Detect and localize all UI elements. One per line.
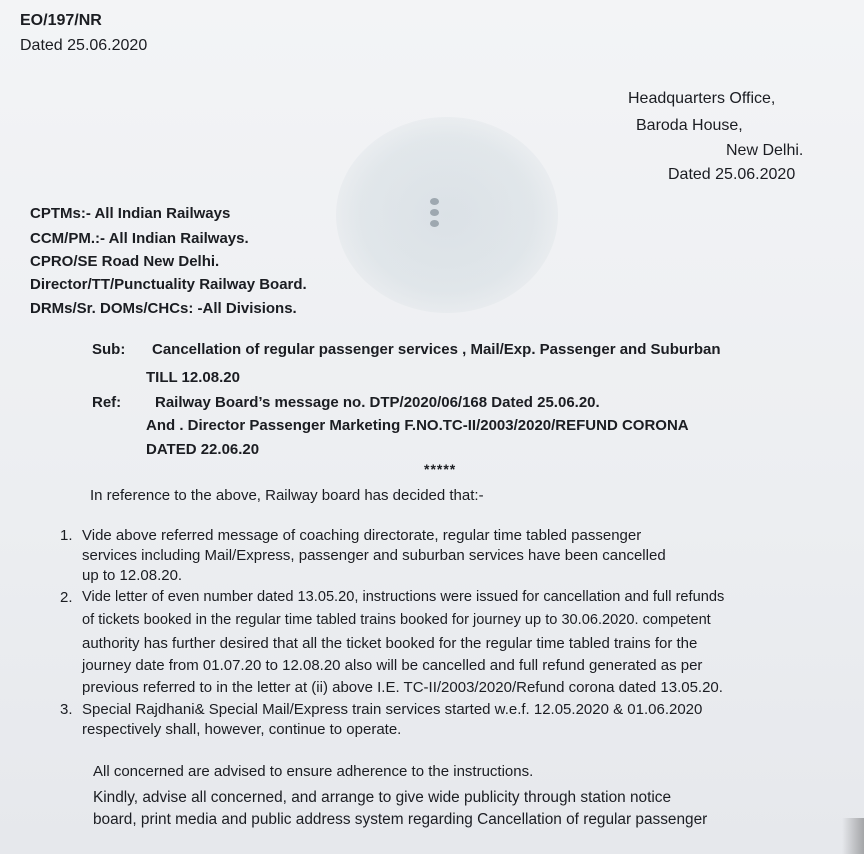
list-item-line: respectively shall, however, continue to operate.	[82, 721, 402, 738]
list-item-line: Vide above referred message of coaching directorate, regular time tabled passenger	[82, 527, 642, 544]
reference-text-date: DATED 22.06.20	[146, 441, 260, 458]
addressee-line: CCM/PM.:- All Indian Railways.	[30, 230, 249, 247]
list-item-line: previous referred to in the letter at (ii) above I.E. TC-II/2003/2020/Refund corona dated 13.05.20.	[82, 679, 723, 696]
list-item-number: 3.	[60, 701, 73, 718]
subject-label: Sub:	[92, 341, 126, 358]
office-line-2: Baroda House,	[636, 117, 743, 134]
addressee-line: CPRO/SE Road New Delhi.	[30, 253, 220, 270]
office-line-1: Headquarters Office,	[628, 90, 776, 107]
list-item-number: 2.	[60, 589, 73, 606]
reference-text: Railway Board’s message no. DTP/2020/06/168 Dated 25.06.20.	[155, 394, 600, 411]
office-seal-watermark	[336, 117, 558, 313]
list-item-line: authority has further desired that all the ticket booked for the regular time tabled trains for the	[82, 635, 698, 652]
addressee-line: CPTMs:- All Indian Railways	[30, 205, 231, 222]
reference-text-cont: And . Director Passenger Marketing F.NO.TC-II/2003/2020/REFUND CORONA	[146, 417, 689, 434]
subject-text: Cancellation of regular passenger services , Mail/Exp. Passenger and Suburban	[152, 341, 721, 358]
list-item-line: of tickets booked in the regular time tabled trains booked for journey up to 30.06.2020. competent	[82, 612, 711, 628]
office-date: Dated 25.06.2020	[668, 166, 796, 183]
reference-label: Ref:	[92, 394, 122, 411]
reference-code: EO/197/NR	[20, 12, 102, 29]
list-item-line: services including Mail/Express, passenger and suburban services have been cancelled	[82, 547, 666, 564]
seal-emblem-icon	[430, 198, 440, 232]
section-separator: *****	[424, 461, 457, 477]
addressee-line: DRMs/Sr. DOMs/CHCs: -All Divisions.	[30, 300, 297, 317]
list-item-line: Special Rajdhani& Special Mail/Express train services started w.e.f. 12.05.2020 & 01.06.2020	[82, 701, 703, 718]
intro-text: In reference to the above, Railway board has decided that:-	[90, 487, 484, 504]
addressee-line: Director/TT/Punctuality Railway Board.	[30, 276, 307, 293]
list-item-line: journey date from 01.07.20 to 12.08.20 also will be cancelled and full refund generated as per	[82, 657, 703, 674]
reference-date: Dated 25.06.2020	[20, 37, 148, 54]
office-line-3: New Delhi.	[726, 142, 804, 159]
list-item-line: up to 12.08.20.	[82, 567, 183, 584]
list-item-number: 1.	[60, 527, 73, 544]
page-edge-shadow	[842, 818, 864, 854]
closing-line: board, print media and public address system regarding Cancellation of regular passenger	[93, 811, 708, 828]
closing-line: All concerned are advised to ensure adherence to the instructions.	[93, 763, 534, 780]
closing-line: Kindly, advise all concerned, and arrange to give wide publicity through station notice	[93, 789, 672, 806]
list-item-line: Vide letter of even number dated 13.05.20, instructions were issued for cancellation and full refunds	[82, 589, 725, 605]
subject-text-cont: TILL 12.08.20	[146, 369, 240, 386]
